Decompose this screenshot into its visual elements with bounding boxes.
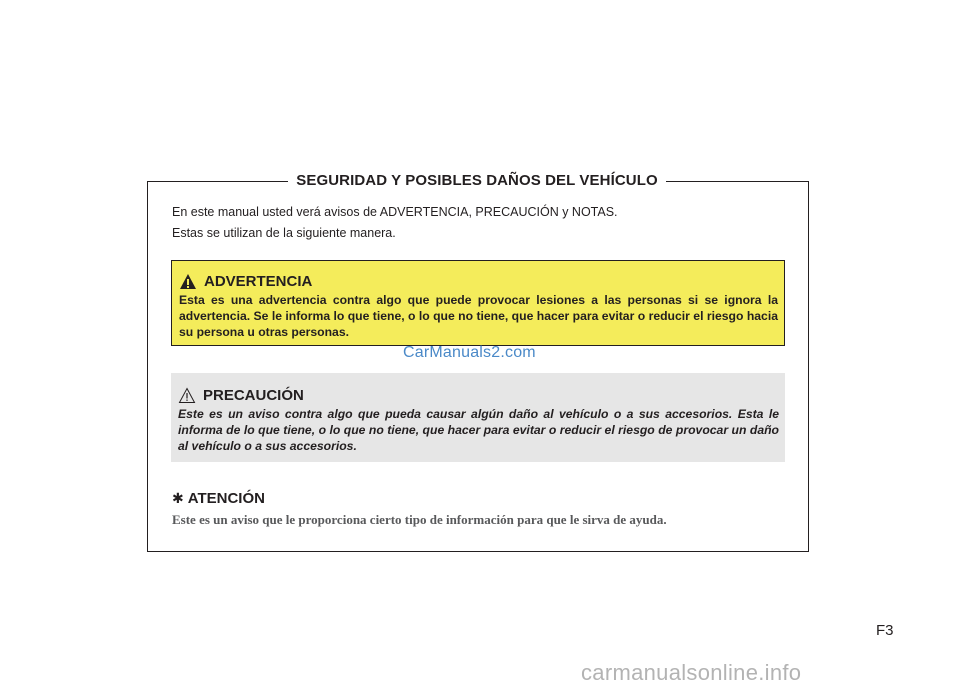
caution-header xyxy=(178,385,304,405)
warning-triangle-filled-icon xyxy=(179,273,197,290)
caution-title: PRECAUCIÓN xyxy=(203,386,304,404)
note-title: ATENCIÓN xyxy=(187,490,265,507)
warning-text: Esta es una advertencia contra algo que puede provocar lesiones a las personas si se ignora la advertencia. Se le informa lo que tiene, o lo que no tiene, que hacer para evitar o reducir el riesgo hacia su persona u otras personas. xyxy=(179,293,778,339)
caution-text: Este es un aviso contra algo que pueda causar algún daño al vehículo o a sus accesorios. Esta le informa de lo que tiene, o lo que no tiene, que hacer para evitar o reducir el riesgo de provocar un daño al vehículo o a sus accesorios. xyxy=(178,407,779,453)
caution-box xyxy=(171,373,785,462)
warning-box xyxy=(171,260,785,346)
section-title: SEGURIDAD Y POSIBLES DAÑOS DEL VEHÍCULO xyxy=(288,170,666,192)
asterisk-icon: ✱ xyxy=(172,490,184,506)
intro-line-2: Estas se utilizan de la siguiente manera. xyxy=(172,226,396,240)
page-number: F3 xyxy=(876,622,894,639)
warning-header xyxy=(179,271,312,291)
intro-line-1: En este manual usted verá avisos de ADVERTENCIA, PRECAUCIÓN y NOTAS. xyxy=(172,205,618,219)
watermark-link[interactable]: CarManuals2.com xyxy=(403,344,536,361)
footer-watermark-link[interactable]: carmanualsonline.info xyxy=(581,660,802,685)
caution-triangle-outline-icon xyxy=(178,387,196,404)
warning-title: ADVERTENCIA xyxy=(204,272,313,290)
note-text: Este es un aviso que le proporciona cierto tipo de información para que le sirva de ayuda. xyxy=(172,512,667,527)
note-header xyxy=(172,490,265,507)
